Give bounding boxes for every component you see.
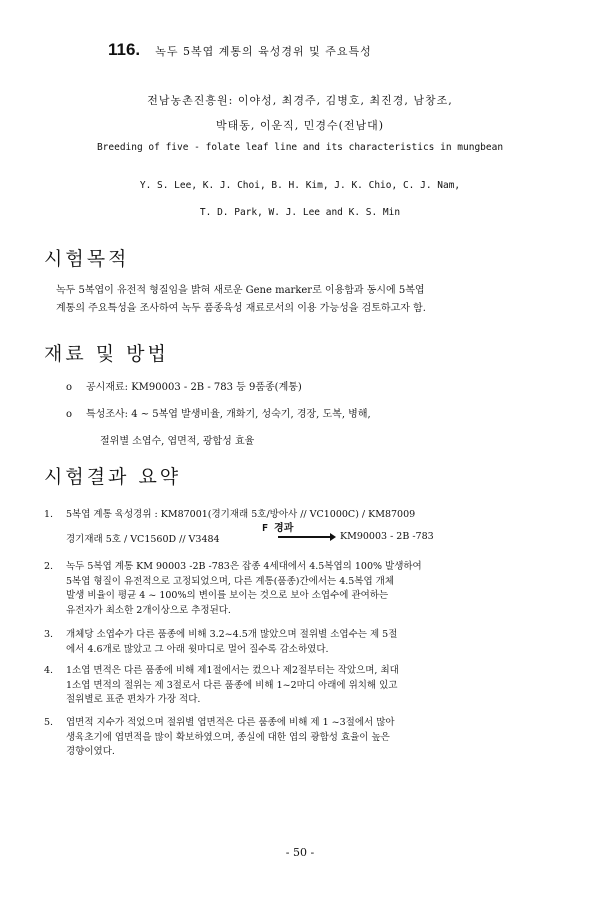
result-5-line: 엽면적 지수가 적었으며 절위별 엽면적은 다른 품종에 비해 제 1 ~3절에서 많아 — [66, 717, 395, 728]
result-2-line: 발생 비율이 평균 4 ~ 100%의 변이를 보이는 것으로 보아 소엽수에 관여하는 — [66, 590, 389, 601]
objective-heading: 시험목적 — [44, 248, 130, 270]
methods-item-2-continued: 절위별 소엽수, 엽면적, 광합성 효율 — [100, 436, 255, 447]
methods-heading: 재료 및 방법 — [44, 343, 169, 365]
authors-en-line-2: T. D. Park, W. J. Lee and K. S. Min — [199, 207, 401, 218]
methods-item-1 — [66, 378, 302, 393]
result-1-line-2b: KM90003 - 2B -783 — [340, 531, 434, 542]
methods-item-1-text: 공시재료: KM90003 - 2B - 783 등 9품종(계통) — [86, 382, 302, 393]
result-5-number: 5. — [44, 717, 54, 728]
result-2-line: 유전자가 최소한 2개이상으로 추정된다. — [66, 604, 231, 616]
bullet-marker: o — [66, 409, 73, 420]
result-5-line: 생육초기에 엽면적을 많이 확보하였으며, 종실에 대한 엽의 광합성 효율이 높은 — [66, 731, 390, 743]
abstract-header — [108, 40, 372, 60]
f-generation-label: F 경과 — [262, 523, 294, 534]
result-4-number: 4. — [44, 665, 54, 676]
result-3-line: 개체당 소엽수가 다른 품종에 비해 3.2~4.5개 많았으며 절위별 소엽수는 제 5절 — [66, 629, 398, 640]
result-2 — [44, 560, 422, 618]
result-4 — [44, 664, 399, 708]
authors-kr-line-2: 박태동, 이운직, 민경수(전남대) — [215, 119, 385, 132]
result-4-line: 1소엽 면적의 절위는 제 3절로서 다른 품종에 비해 1~2마디 아래에 위치해 있고 — [66, 679, 398, 691]
methods-item-2-text: 특성조사: 4 ~ 5복엽 발생비율, 개화기, 성숙기, 경장, 도복, 병해, — [86, 409, 371, 420]
bullet-marker: o — [66, 382, 73, 393]
abstract-number: 116. — [108, 40, 141, 59]
result-4-line: 절위별로 표준 편차가 가장 적다. — [66, 694, 201, 705]
result-2-line: 녹두 5복엽 계통 KM 90003 -2B -783은 잡종 4세대에서 4.5복엽의 100% 발생하여 — [66, 561, 422, 572]
arrow-icon — [278, 536, 334, 538]
result-3-line: 에서 4.6개로 많았고 그 아래 윗마디로 멀어 질수록 감소하였다. — [66, 643, 329, 655]
result-1-line-1: 5복엽 계통 육성경위 : KM87001(경기재래 5호/방아사 // VC1000C) / KM87009 — [66, 509, 416, 520]
abstract-title: 녹두 5복엽 계통의 육성경위 및 주요특성 — [155, 45, 372, 58]
authors-kr-line-1: 전남농촌진흥원: 이야성, 최경주, 김병호, 최진경, 남창조, — [147, 94, 453, 107]
result-5 — [44, 716, 395, 760]
objective-text — [56, 282, 556, 318]
result-2-line: 5복엽 형질이 유전적으로 고정되었으며, 다른 계통(품종)간에서는 4.5복엽 개체 — [66, 575, 395, 587]
results-heading: 시험결과 요약 — [44, 466, 182, 488]
english-title: Breeding of five - folate leaf line and its characteristics in mungbean — [96, 142, 504, 153]
result-1-line-2a: 경기재래 5호 / VC1560D // V3484 — [66, 534, 220, 545]
objective-line-1: 녹두 5복엽이 유전적 형질임을 밝혀 새로운 Gene marker로 이용함과 동시에 5복엽 — [56, 285, 425, 296]
result-2-number: 2. — [44, 561, 54, 572]
result-1 — [44, 508, 415, 523]
result-4-line: 1소엽 면적은 다른 품종에 비해 제1절에서는 컸으나 제2절부터는 작았으며, 최대 — [66, 665, 399, 676]
result-3 — [44, 628, 397, 657]
page-number: - 50 - — [285, 846, 315, 859]
authors-en-line-1: Y. S. Lee, K. J. Choi, B. H. Kim, J. K. Chio, C. J. Nam, — [139, 180, 461, 191]
methods-item-2 — [66, 405, 371, 420]
result-3-number: 3. — [44, 629, 54, 640]
result-5-line: 경향이였다. — [66, 746, 115, 757]
result-1-number: 1. — [44, 509, 54, 520]
objective-line-2: 계통의 주요특성을 조사하여 녹두 품종육성 재료로서의 이용 가능성을 검토하고자 함. — [56, 303, 426, 314]
